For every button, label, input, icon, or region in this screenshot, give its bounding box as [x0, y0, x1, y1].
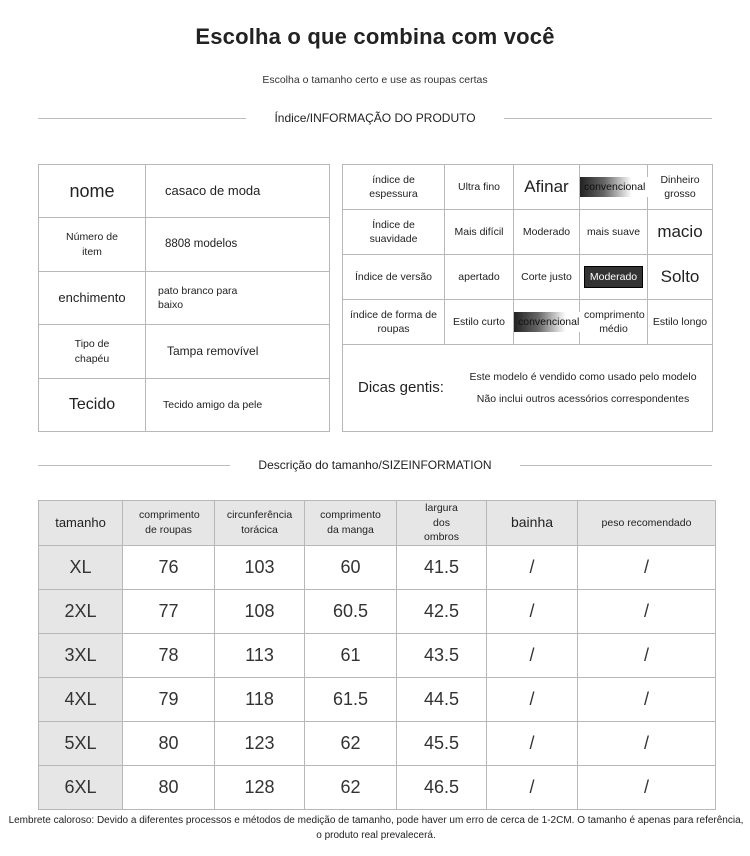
index-option: Corte justo [514, 255, 580, 300]
size-header-cell: bainha [487, 501, 578, 546]
product-value: pato branco para baixo [146, 272, 330, 325]
size-value-cell: / [487, 678, 578, 722]
index-option: Afinar [514, 165, 580, 210]
size-value-cell: 62 [305, 766, 397, 810]
size-label-cell: 6XL [39, 766, 123, 810]
index-option: apertado [445, 255, 514, 300]
index-option: Mais difícil [445, 210, 514, 255]
size-value-cell: / [487, 634, 578, 678]
size-label-cell: 2XL [39, 590, 123, 634]
index-label: índice de forma de roupas [343, 300, 445, 345]
size-header-cell: tamanho [39, 501, 123, 546]
size-row [39, 722, 716, 766]
size-header-cell: largura dos ombros [397, 501, 487, 546]
size-header-cell: peso recomendado [578, 501, 716, 546]
size-value-cell: / [578, 634, 716, 678]
index-row [343, 255, 713, 300]
index-option: Solto [648, 255, 713, 300]
product-label: enchimento [39, 272, 146, 325]
index-option: Estilo curto [445, 300, 514, 345]
size-value-cell: 108 [215, 590, 305, 634]
size-value-cell: 103 [215, 546, 305, 590]
size-value-cell: 60.5 [305, 590, 397, 634]
size-value-cell: 46.5 [397, 766, 487, 810]
index-option: Dinheiro grosso [648, 165, 713, 210]
size-value-cell: 80 [123, 766, 215, 810]
index-label: índice de espessura [343, 165, 445, 210]
size-info-divider [38, 458, 712, 472]
product-info-divider [38, 111, 712, 125]
product-label: nome [39, 165, 146, 218]
size-value-cell: / [487, 766, 578, 810]
size-value-cell: 44.5 [397, 678, 487, 722]
footer-note: Lembrete caloroso: Devido a diferentes processos e métodos de medição de tamanho, pode haver um erro de cerca de 1-2CM. O tamanho é apenas para referência, o produto real prevalecerá. [8, 815, 744, 841]
size-label-cell: XL [39, 546, 123, 590]
product-row [39, 272, 330, 325]
product-row [39, 165, 330, 218]
page-subtitle: Escolha o tamanho certo e use as roupas certas [262, 74, 488, 86]
size-value-cell: / [578, 546, 716, 590]
size-value-cell: / [578, 590, 716, 634]
index-option-selected: Moderado [584, 266, 643, 288]
product-row [39, 325, 330, 379]
index-label: Índice de suavidade [343, 210, 445, 255]
product-index-table [342, 164, 713, 432]
size-value-cell: 45.5 [397, 722, 487, 766]
tip-line: Este modelo é vendido como usado pelo modelo [469, 371, 697, 383]
size-row [39, 590, 716, 634]
product-value: 8808 modelos [146, 218, 330, 272]
size-value-cell: 60 [305, 546, 397, 590]
size-value-cell: / [487, 590, 578, 634]
product-value: casaco de moda [146, 165, 330, 218]
size-label-cell: 5XL [39, 722, 123, 766]
index-row [343, 165, 713, 210]
product-value: Tampa removível [146, 325, 330, 379]
size-value-cell: / [578, 678, 716, 722]
size-label-cell: 3XL [39, 634, 123, 678]
size-header-row [39, 501, 716, 546]
product-value: Tecido amigo da pele [146, 379, 330, 432]
index-option-selected: macio [648, 210, 713, 255]
product-label: Número de item [39, 218, 146, 272]
index-option: Moderado [514, 210, 580, 255]
size-value-cell: 123 [215, 722, 305, 766]
index-option: comprimento médio [580, 300, 648, 345]
index-option: Ultra fino [445, 165, 514, 210]
product-info-heading: Índice/INFORMAÇÃO DO PRODUTO [274, 111, 476, 125]
size-value-cell: 128 [215, 766, 305, 810]
size-value-cell: 61 [305, 634, 397, 678]
size-value-cell: 77 [123, 590, 215, 634]
size-header-cell: comprimento de roupas [123, 501, 215, 546]
size-value-cell: 113 [215, 634, 305, 678]
product-info-table [38, 164, 330, 432]
index-option: mais suave [580, 210, 648, 255]
index-row [343, 210, 713, 255]
size-label-cell: 4XL [39, 678, 123, 722]
size-value-cell: 80 [123, 722, 215, 766]
size-value-cell: / [487, 722, 578, 766]
size-row [39, 766, 716, 810]
size-row [39, 634, 716, 678]
size-value-cell: 62 [305, 722, 397, 766]
size-value-cell: 43.5 [397, 634, 487, 678]
product-row [39, 379, 330, 432]
index-label: Índice de versão [343, 255, 445, 300]
size-row [39, 546, 716, 590]
size-value-cell: 42.5 [397, 590, 487, 634]
size-value-cell: / [578, 722, 716, 766]
size-header-cell: comprimento da manga [305, 501, 397, 546]
tip-line: Não inclui outros acessórios correspondentes [476, 393, 690, 405]
index-option-selected: convencional [514, 312, 583, 332]
size-value-cell: 78 [123, 634, 215, 678]
size-value-cell: 61.5 [305, 678, 397, 722]
size-row [39, 678, 716, 722]
size-header-cell: circunferência torácica [215, 501, 305, 546]
size-value-cell: 79 [123, 678, 215, 722]
index-option-selected: convencional [580, 177, 649, 197]
size-info-heading: Descrição do tamanho/SIZEINFORMATION [258, 458, 492, 472]
index-row [343, 300, 713, 345]
product-label: Tipo de chapéu [39, 325, 146, 379]
page-title: Escolha o que combina com você [195, 24, 555, 49]
size-value-cell: 118 [215, 678, 305, 722]
size-value-cell: / [487, 546, 578, 590]
index-option: Estilo longo [648, 300, 713, 345]
size-value-cell: / [578, 766, 716, 810]
size-value-cell: 76 [123, 546, 215, 590]
product-label: Tecido [39, 379, 146, 432]
product-row [39, 218, 330, 272]
size-value-cell: 41.5 [397, 546, 487, 590]
tips-row [343, 345, 713, 432]
size-table [38, 500, 716, 810]
tips-label: Dicas gentis: [358, 378, 444, 396]
